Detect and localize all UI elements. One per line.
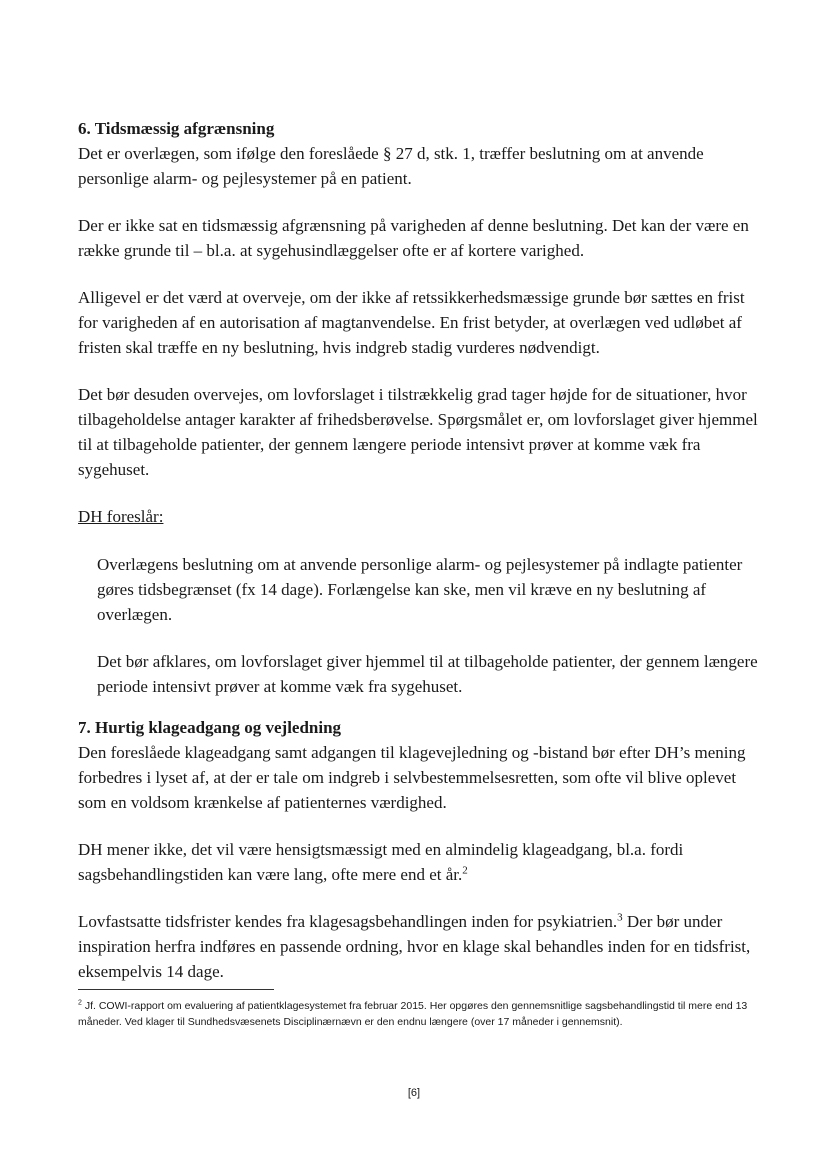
- section-7-paragraph-3: [78, 909, 758, 984]
- section-7-paragraph-1: Den foreslåede klageadgang samt adgangen til klagevejledning og -bistand bør efter DH’s mening forbedres i lyset af, at der er tale om indgreb i selvbestemmelsesretten, som ofte vil blive oplevet som en voldsom krænkelse af patienternes værdighed.: [78, 743, 746, 812]
- footnote-separator: [78, 989, 274, 990]
- proposal-label: DH foreslår:: [78, 507, 164, 526]
- section-6-paragraph-3: Alligevel er det værd at overveje, om der ikke af retssikkerhedsmæssige grunde bør sættes en frist for varigheden af en autorisation af magtanvendelse. En frist betyder, at overlægen ved udløbet af fristen skal træffe en ny beslutning, hvis indgreb stadig vurderes nødvendigt.: [78, 288, 745, 357]
- section-6-heading: 6. Tidsmæssig afgrænsning: [78, 119, 275, 138]
- proposal-item-2: Det bør afklares, om lovforslaget giver hjemmel til at tilbageholde patienter, der gennem længere periode intensivt prøver at komme væk fra sygehuset.: [97, 652, 758, 696]
- footnote: [78, 998, 758, 1030]
- section-6-paragraph-2: Der er ikke sat en tidsmæssig afgrænsning på varigheden af denne beslutning. Det kan der være en række grunde til – bl.a. at sygehusindlæggelser ofte er af kortere varighed.: [78, 216, 749, 260]
- document-body: [78, 116, 758, 1006]
- footnote-marker: 2: [78, 999, 82, 1007]
- proposal-block: [78, 552, 758, 699]
- page-number: [6]: [407, 1087, 421, 1099]
- section-7-paragraph-3-text-a: Lovfastsatte tidsfrister kendes fra klagesagsbehandlingen inden for psykiatrien.: [78, 912, 618, 931]
- footnote-ref-3[interactable]: 3: [617, 911, 623, 924]
- section-7-heading: 7. Hurtig klageadgang og vejledning: [78, 718, 342, 737]
- section-7-paragraph-2-text: DH mener ikke, det vil være hensigtsmæssigt med en almindelig klageadgang, bl.a. fordi sagsbehandlingstiden kan være lang, ofte mere end et år.: [78, 840, 684, 884]
- section-7-paragraph-2: [78, 837, 758, 887]
- section-7-paragraph-3-text-b: Der bør under inspiration herfra indføres en passende ordning, hvor en klage skal behandles inden for en tidsfrist, eksempelvis 14 dage.: [78, 912, 751, 981]
- section-6-paragraph-1: Det er overlægen, som ifølge den foreslåede § 27 d, stk. 1, træffer beslutning om at anvende personlige alarm- og pejlesystemer på en patient.: [78, 144, 704, 188]
- footnote-text: Jf. COWI-rapport om evaluering af patientklagesystemet fra februar 2015. Her opgøres den gennemsnitlige sagsbehandlingstid til mere end 13 måneder. Ved klager til Sundhedsvæsenets Disciplinærnævn er den endnu længere (over 17 måneder i gennemsnit).: [78, 1000, 748, 1028]
- section-6-paragraph-4: Det bør desuden overvejes, om lovforslaget i tilstrækkelig grad tager højde for de situationer, hvor tilbageholdelse antager karakter af frihedsberøvelse. Spørgsmålet er, om lovforslaget giver hjemmel til at tilbageholde patienter, der gennem længere periode intensivt prøver at komme væk fra sygehuset.: [78, 385, 758, 479]
- footnote-ref-2[interactable]: 2: [462, 864, 468, 877]
- proposal-item-1: Overlægens beslutning om at anvende personlige alarm- og pejlesystemer på indlagte patienter gøres tidsbegrænset (fx 14 dage). Forlængelse kan ske, men vil kræve en ny beslutning af overlægen.: [97, 555, 743, 624]
